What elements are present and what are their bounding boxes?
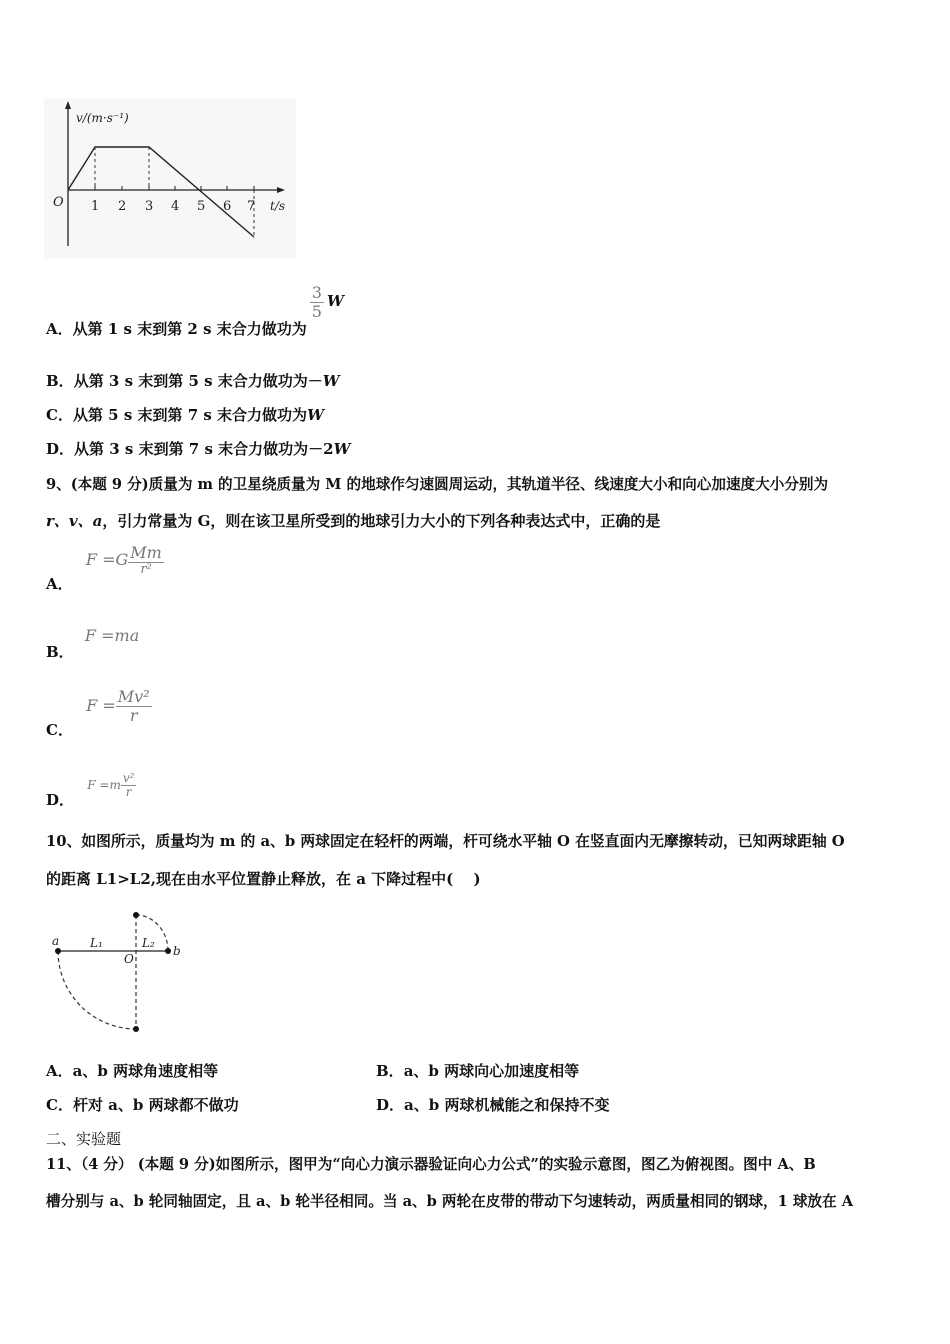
q8-option-a-label: A． [46, 320, 73, 339]
q8-option-d-unit: W [333, 440, 351, 458]
q9-option-d-label: D． [46, 791, 75, 810]
tick-label-4: 4 [171, 199, 180, 214]
q9-option-a [46, 543, 164, 593]
q8-option-d [46, 438, 350, 459]
tick-label-5: 5 [197, 199, 206, 214]
ball-a [55, 948, 61, 954]
q10-option-a-label: A． [46, 1062, 73, 1080]
q9-stem-line2 [46, 510, 660, 531]
q10-option-d-text: a、b 两球机械能之和保持不变 [404, 1096, 610, 1114]
q9-stem-rest: ，引力常量为 G，则在该卫星所受到的地球引力大小的下列各种表达式中，正确的是 [102, 512, 661, 530]
q10-option-c-text: 杆对 a、b 两球都不做功 [72, 1096, 239, 1114]
q10-figure [46, 905, 196, 1035]
q9-c-num: Mv² [117, 687, 150, 706]
q9-d-fraction [121, 772, 137, 799]
q9-c-lhs: F = [86, 695, 116, 715]
vt-graph-svg [44, 98, 296, 258]
q9-option-c-label: C． [46, 720, 73, 739]
q10-option-a [46, 1060, 218, 1081]
q8-option-c [46, 404, 324, 425]
ball-a-bottom [133, 1026, 139, 1032]
q9-d-num: v² [122, 771, 135, 785]
label-a: a [52, 934, 60, 948]
q10-option-b-label: B． [376, 1062, 404, 1080]
q9-a-fraction [128, 544, 164, 577]
q8-option-c-label: C． [46, 406, 73, 424]
q8-option-d-label: D． [46, 440, 75, 458]
section-title: 二、实验题 [46, 1130, 122, 1148]
q8-option-b-label: B． [46, 372, 74, 390]
q8-option-a [46, 283, 344, 339]
q9-option-b-label: B． [46, 643, 74, 661]
q9-option-b-formula: F =ma [84, 626, 140, 645]
q9-c-den: r [129, 705, 138, 725]
q9-c-fraction [116, 688, 152, 724]
q8-option-a-fraction [310, 284, 324, 320]
ball-b [165, 948, 171, 954]
q10-option-c-label: C． [46, 1096, 73, 1114]
q9-a-den: r² [140, 561, 152, 577]
q8-a-frac-den: 5 [311, 301, 322, 321]
q9-vars: r、v、a [46, 512, 103, 530]
q11-stem-line2: 槽分别与 a、b 轮同轴固定，且 a、b 轮半径相同。当 a、b 两轮在皮带的带动下匀速转动，两质量相同的钢球，1 球放在 A [46, 1193, 854, 1210]
tick-label-3: 3 [145, 199, 154, 214]
x-axis-label: t/s [270, 199, 286, 213]
q10-option-d [376, 1094, 609, 1115]
q9-option-c-formula [86, 687, 151, 725]
q9-option-b [46, 625, 140, 661]
tick-label-2: 2 [118, 199, 127, 214]
q10-stem-line2: 的距离 L1>L2,现在由水平位置静止释放，在 a 下降过程中( ) [46, 870, 481, 888]
q8-option-b-text: 从第 3 s 末到第 5 s 末合力做功为－ [73, 372, 323, 390]
vt-graph [44, 98, 296, 258]
q8-option-c-text: 从第 5 s 末到第 7 s 末合力做功为 [72, 406, 308, 424]
q8-option-c-unit: W [307, 406, 324, 424]
q10-option-d-label: D． [376, 1096, 405, 1114]
ball-b-top [133, 912, 139, 918]
q10-option-b [376, 1060, 579, 1081]
q9-d-lhs: F =m [87, 778, 121, 793]
q11-stem-line1: 11、（4 分） (本题 9 分)如图所示，图甲为“向心力演示器验证向心力公式”的实验示意图，图乙为俯视图。图中 A、B [46, 1156, 816, 1173]
q9-a-num: Mm [130, 543, 162, 562]
q10-figure-svg [46, 905, 196, 1035]
tick-label-6: 6 [223, 199, 232, 214]
y-axis-label: v/(m·s⁻¹) [76, 111, 129, 125]
label-l1: L₁ [90, 936, 103, 950]
q9-option-a-label: A． [46, 574, 73, 593]
q9-option-d-formula [87, 771, 136, 800]
q9-option-d [46, 771, 136, 810]
q8-a-frac-num: 3 [311, 283, 322, 302]
q9-stem-line1: 9、(本题 9 分)质量为 m 的卫星绕质量为 M 的地球作匀速圆周运动，其轨道半径、线速度大小和向心加速度大小分别为 [46, 476, 829, 493]
q8-option-a-text: 从第 1 s 末到第 2 s 末合力做功为 [72, 320, 307, 339]
q8-option-a-unit: W [326, 292, 344, 311]
q9-option-c [46, 687, 152, 739]
tick-label-7: 7 [247, 199, 256, 214]
q9-option-a-formula [85, 543, 164, 577]
q9-d-den: r [125, 785, 132, 800]
q10-option-a-text: a、b 两球角速度相等 [72, 1062, 219, 1080]
q9-a-lhs: F =G [85, 549, 129, 569]
q10-option-c [46, 1094, 239, 1115]
origin-label: O [53, 195, 64, 210]
label-o: O [124, 952, 134, 966]
q10-option-b-text: a、b 两球向心加速度相等 [403, 1062, 580, 1080]
label-l2: L₂ [142, 936, 155, 950]
q8-option-b-unit: W [322, 372, 340, 390]
label-b: b [173, 944, 181, 958]
tick-label-1: 1 [91, 199, 100, 214]
q8-option-d-text: 从第 3 s 末到第 7 s 末合力做功为－2 [74, 440, 334, 458]
q10-stem-line1: 10、如图所示，质量均为 m 的 a、b 两球固定在轻杆的两端，杆可绕水平轴 O 在竖直面内无摩擦转动，已知两球距轴 O [46, 833, 845, 850]
q8-option-b [46, 370, 340, 391]
